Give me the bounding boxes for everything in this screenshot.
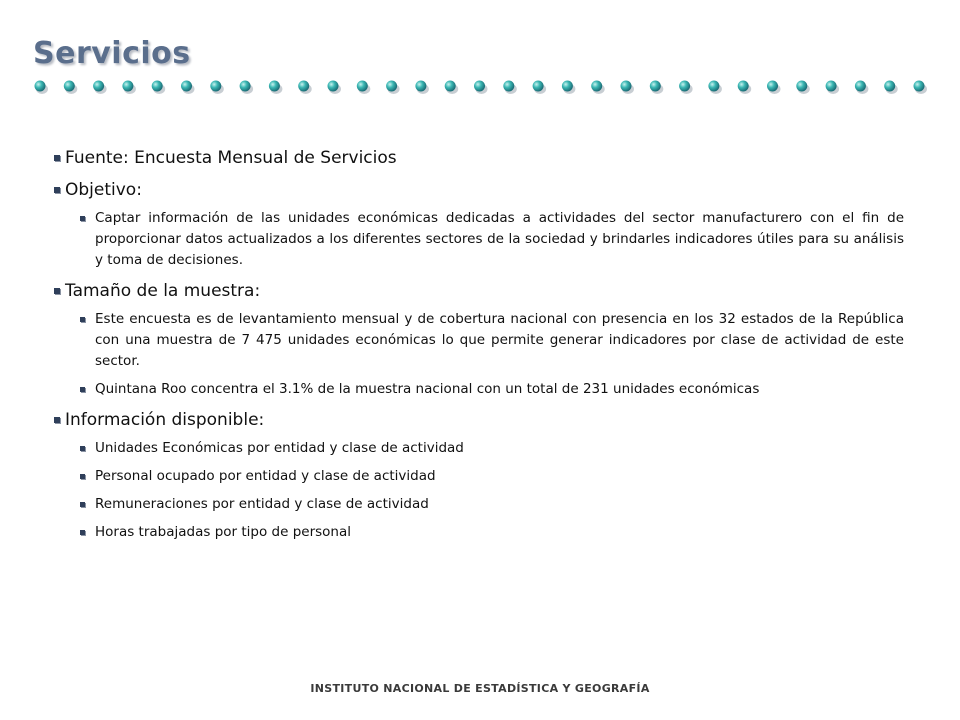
divider-dot bbox=[240, 81, 251, 92]
square-bullet-icon bbox=[54, 288, 60, 294]
divider-dot bbox=[35, 81, 46, 92]
divider-dot bbox=[445, 81, 456, 92]
divider-dot bbox=[738, 81, 749, 92]
divider-dot bbox=[93, 81, 104, 92]
section-heading-muestra: Tamaño de la muestra: bbox=[54, 279, 904, 303]
divider-dot bbox=[562, 81, 573, 92]
divider-dot bbox=[152, 81, 163, 92]
square-bullet-icon bbox=[54, 155, 60, 161]
section-heading-fuente: Fuente: Encuesta Mensual de Servicios bbox=[54, 146, 904, 170]
divider-dot bbox=[415, 81, 426, 92]
divider-dot bbox=[679, 81, 690, 92]
square-bullet-icon bbox=[80, 530, 85, 535]
objetivo-list bbox=[80, 208, 904, 271]
section-heading-objetivo: Objetivo: bbox=[54, 178, 904, 202]
list-item: Horas trabajadas por tipo de personal bbox=[80, 522, 904, 543]
divider-dot bbox=[328, 81, 339, 92]
divider-dot bbox=[621, 81, 632, 92]
list-item: Personal ocupado por entidad y clase de actividad bbox=[80, 466, 904, 487]
divider-dot bbox=[533, 81, 544, 92]
divider-dot bbox=[181, 81, 192, 92]
divider-dot bbox=[708, 81, 719, 92]
divider-dot bbox=[64, 81, 75, 92]
square-bullet-icon bbox=[80, 387, 85, 392]
list-item: Este encuesta es de levantamiento mensual y de cobertura nacional con presencia en los 32 estados de la República con una muestra de 7 475 unidades económicas lo que permite generar indicadores por clase de actividad de este sector. bbox=[80, 309, 904, 372]
divider-dot bbox=[855, 81, 866, 92]
divider-dot bbox=[914, 81, 925, 92]
divider-dot bbox=[122, 81, 133, 92]
divider-dot bbox=[210, 81, 221, 92]
divider-dot bbox=[386, 81, 397, 92]
divider-dot bbox=[591, 81, 602, 92]
section-heading-informacion: Información disponible: bbox=[54, 408, 904, 432]
list-item: Quintana Roo concentra el 3.1% de la muestra nacional con un total de 231 unidades económicas bbox=[80, 379, 904, 400]
divider-dot bbox=[884, 81, 895, 92]
divider-dot bbox=[298, 81, 309, 92]
square-bullet-icon bbox=[80, 446, 85, 451]
informacion-list bbox=[80, 438, 904, 543]
list-item: Unidades Económicas por entidad y clase de actividad bbox=[80, 438, 904, 459]
square-bullet-icon bbox=[80, 474, 85, 479]
footer-institution: INSTITUTO NACIONAL DE ESTADÍSTICA Y GEOGRAFÍA bbox=[310, 682, 650, 695]
page-title: Servicios bbox=[33, 36, 191, 71]
divider-dot bbox=[796, 81, 807, 92]
divider-dot bbox=[826, 81, 837, 92]
divider-dot bbox=[767, 81, 778, 92]
muestra-list bbox=[80, 309, 904, 400]
divider-dot bbox=[357, 81, 368, 92]
square-bullet-icon bbox=[54, 187, 60, 193]
divider-dot bbox=[650, 81, 661, 92]
list-item: Captar información de las unidades económicas dedicadas a actividades del sector manufacturero con el fin de proporcionar datos actualizados a los diferentes sectores de la sociedad y brindarles indicadores útiles para su análisis y toma de decisiones. bbox=[80, 208, 904, 271]
content-body bbox=[54, 146, 904, 551]
list-item: Remuneraciones por entidad y clase de actividad bbox=[80, 494, 904, 515]
divider-dot bbox=[269, 81, 280, 92]
divider-dot bbox=[503, 81, 514, 92]
divider-dot bbox=[474, 81, 485, 92]
square-bullet-icon bbox=[80, 502, 85, 507]
square-bullet-icon bbox=[54, 417, 60, 423]
square-bullet-icon bbox=[80, 317, 85, 322]
square-bullet-icon bbox=[80, 216, 85, 221]
teal-dot-divider bbox=[28, 76, 933, 98]
